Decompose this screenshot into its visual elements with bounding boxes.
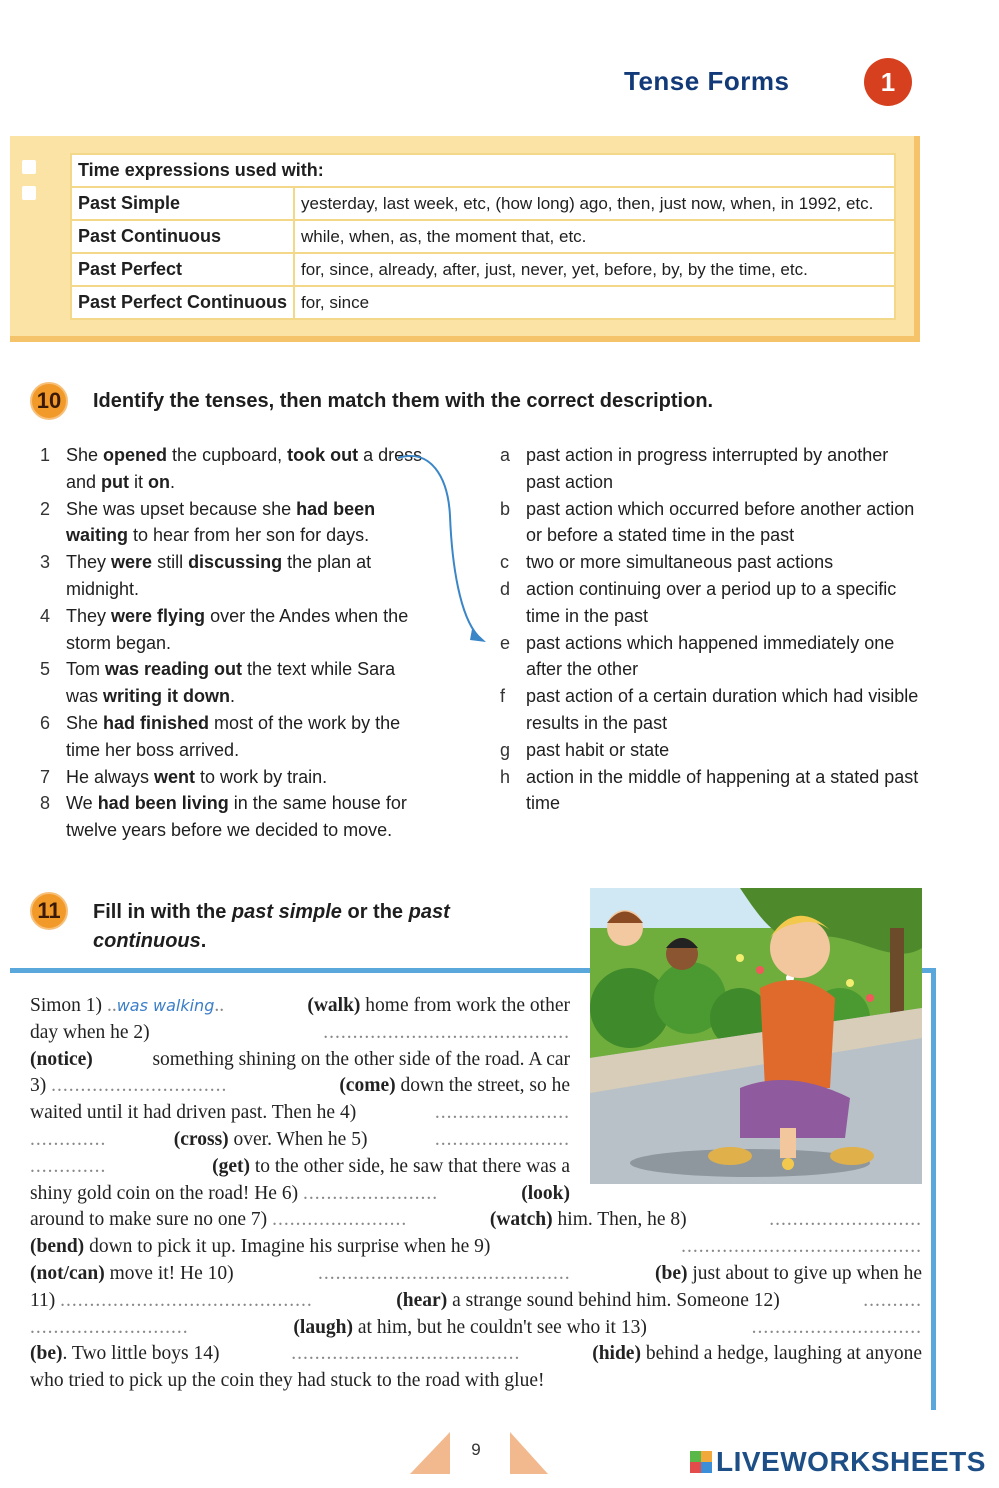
verb-cue: (watch)	[489, 1209, 553, 1231]
passage-line	[30, 1154, 570, 1181]
description-item	[500, 630, 925, 684]
sentence-item	[40, 790, 428, 844]
passage-line	[30, 1047, 570, 1074]
sentence-number: 6	[40, 712, 51, 733]
passage-text: down the street, so he	[400, 1075, 570, 1097]
tense-name: Past Simple	[71, 187, 294, 220]
sentence-text: He always went to work by train.	[66, 766, 328, 787]
description-item	[500, 496, 925, 550]
passage-text: home from work the other	[365, 995, 570, 1016]
instruction-text: .	[200, 930, 207, 952]
tense-expressions: for, since, already, after, just, never, yet, before, by, by the time, etc.	[294, 253, 895, 286]
sentence-item	[40, 764, 428, 791]
gap-9[interactable]: .........................................	[681, 1236, 922, 1258]
passage-line	[30, 1288, 922, 1315]
passage-text: at him, but he couldn't see who it 13)	[357, 1316, 647, 1338]
description-text: past action in progress interrupted by another past action	[526, 445, 889, 492]
time-expressions-table	[70, 153, 896, 320]
gap-7[interactable]: .......................	[272, 1209, 408, 1231]
gap-4-cont[interactable]: .............	[30, 1128, 107, 1150]
passage-text: him. Then, he 8)	[557, 1209, 687, 1231]
passage-text: Simon 1)	[30, 995, 103, 1016]
verb-cue: (be)	[654, 1262, 688, 1284]
passage-line	[30, 1020, 570, 1047]
instruction-emphasis: continuous	[93, 930, 201, 952]
passage-text: . Two little boys 14)	[62, 1343, 220, 1365]
gap-3[interactable]: ..............................	[51, 1075, 228, 1097]
passage-line	[30, 1234, 922, 1261]
table-row	[71, 286, 895, 319]
sentence-text: Tom was reading out the text while Sara was writing it down.	[66, 659, 396, 707]
passage-text: to the other side, he saw that there was a	[254, 1155, 570, 1177]
description-text: past action of a certain duration which had visible results in the past	[526, 686, 919, 733]
gap-12-cont[interactable]: ...........................	[30, 1316, 189, 1338]
passage-line	[30, 1100, 570, 1127]
verb-cue: (walk)	[307, 995, 361, 1016]
page-title: Tense Forms	[624, 66, 790, 96]
sentence-text: She had finished most of the work by the time her boss arrived.	[66, 712, 401, 760]
sentence-text: We had been living in the same house for twelve years before we decided to move.	[66, 793, 407, 841]
tense-name: Past Continuous	[71, 220, 294, 253]
sentence-item	[40, 496, 428, 550]
gap-4[interactable]: .......................	[434, 1102, 570, 1124]
verb-cue: (notice)	[30, 1048, 93, 1070]
description-letter: h	[500, 766, 511, 787]
sentence-number: 2	[40, 498, 51, 519]
sentence-number: 8	[40, 793, 51, 814]
gap-1-answer: was walking	[116, 996, 215, 1015]
instruction-text: or the	[341, 901, 409, 923]
description-text: two or more simultaneous past actions	[526, 552, 834, 573]
gap-6[interactable]: .......................	[302, 1182, 439, 1204]
description-letter: c	[500, 552, 509, 573]
gap-1[interactable]: ..was walking..	[106, 995, 225, 1016]
passage-line	[30, 1341, 922, 1368]
sentence-text: They were flying over the Andes when the storm began.	[66, 605, 409, 653]
tense-expressions: while, when, as, the moment that, etc.	[294, 220, 895, 253]
description-letter: a	[500, 445, 511, 465]
passage-text: just about to give up when he	[692, 1262, 922, 1284]
brand-name: LIVEWORKSHEETS	[716, 1446, 986, 1477]
passage-text: move it! He 10)	[109, 1262, 234, 1284]
page-number: 9	[471, 1440, 481, 1459]
description-letter: b	[500, 498, 511, 519]
sentence-item	[40, 603, 428, 657]
sentence-item	[40, 549, 428, 603]
description-item	[500, 442, 925, 496]
passage-text: a strange sound behind him. Someone 12)	[452, 1289, 780, 1311]
passage-line	[30, 1181, 570, 1208]
sentence-number: 5	[40, 659, 51, 680]
description-item	[500, 576, 925, 630]
passage-line	[30, 993, 570, 1020]
gap-8[interactable]: ..........................	[769, 1209, 922, 1231]
description-letter: e	[500, 632, 511, 653]
instruction-emphasis: past	[408, 901, 450, 923]
brand-logo	[690, 1446, 986, 1478]
verb-cue: (hide)	[592, 1343, 641, 1365]
passage-line	[30, 1073, 570, 1100]
passage-line	[30, 1261, 922, 1288]
verb-cue: (come)	[339, 1075, 396, 1097]
passage-line	[30, 1207, 922, 1234]
exercise-10-number: 10	[30, 382, 68, 420]
sentence-item	[40, 442, 428, 496]
passage-text: day when he 2)	[30, 1021, 150, 1043]
verb-cue: (look)	[521, 1182, 570, 1204]
verb-cue: (bend)	[30, 1236, 85, 1258]
passage-line	[30, 1315, 922, 1342]
sentence-number: 1	[40, 445, 51, 465]
description-letter: d	[500, 578, 511, 599]
passage-text: down to pick it up. Imagine his surprise when he 9)	[89, 1236, 491, 1258]
table-row	[71, 253, 895, 286]
description-item	[500, 683, 925, 737]
tense-name: Past Perfect	[71, 253, 294, 286]
passage-text: around to make sure no one 7)	[30, 1209, 268, 1231]
verb-cue: (get)	[212, 1155, 250, 1177]
passage-text: waited until it had driven past. Then he 4)	[30, 1102, 357, 1124]
gap-5[interactable]: .......................	[434, 1128, 570, 1150]
passage-text: something shining on the other side of the road. A car	[152, 1048, 570, 1070]
description-letter: f	[500, 686, 506, 707]
brand-logo-icon	[690, 1451, 712, 1473]
passage-text: over. When he 5)	[233, 1128, 368, 1150]
description-item	[500, 549, 925, 576]
verb-cue: (cross)	[173, 1128, 229, 1150]
passage-line	[30, 1127, 570, 1154]
description-text: action continuing over a period up to a specific time in the past	[526, 578, 897, 626]
gap-5-cont[interactable]: .............	[30, 1155, 107, 1177]
unit-number-badge: 1	[864, 58, 912, 106]
passage-text: 11)	[30, 1289, 56, 1311]
side-marker	[22, 186, 36, 200]
description-letter: g	[500, 739, 511, 760]
sentence-item	[40, 656, 428, 710]
passage-text: who tried to pick up the coin they had stuck to the road with glue!	[30, 1370, 545, 1392]
description-item	[500, 737, 925, 764]
passage-line	[30, 1368, 922, 1395]
verb-cue: (hear)	[396, 1289, 448, 1311]
instruction-text: Fill in with the	[93, 901, 232, 923]
sentence-number: 4	[40, 605, 51, 626]
gap-2[interactable]: ..........................................	[323, 1021, 570, 1043]
gap-10[interactable]: ...........................................	[318, 1262, 571, 1284]
sentence-text: She opened the cupboard, took out a dress and put it on.	[66, 445, 423, 492]
sentence-item	[40, 710, 428, 764]
description-list	[500, 442, 925, 817]
instruction-emphasis: past simple	[231, 901, 342, 923]
passage-text: shiny gold coin on the road! He 6)	[30, 1182, 299, 1204]
exercise-11-passage	[30, 993, 922, 1395]
passage-text: 3)	[30, 1075, 47, 1097]
verb-cue: (not/can)	[30, 1262, 105, 1284]
gap-11[interactable]: ...........................................	[60, 1289, 313, 1311]
tense-name: Past Perfect Continuous	[71, 286, 294, 319]
passage-text: behind a hedge, laughing at anyone	[645, 1343, 922, 1365]
sentence-list	[40, 442, 428, 844]
exercise-11-instruction	[93, 898, 450, 956]
exercise-10-instruction: Identify the tenses, then match them with the correct description.	[93, 390, 714, 412]
gap-14[interactable]: .......................................	[291, 1343, 521, 1365]
sentence-text: She was upset because she had been waiting to hear from her son for days.	[66, 498, 376, 546]
side-marker	[22, 160, 36, 174]
description-text: past actions which happened immediately one after the other	[526, 632, 895, 680]
exercise-11-number: 11	[30, 892, 68, 930]
table-row	[71, 220, 895, 253]
sentence-number: 3	[40, 552, 51, 573]
tense-expressions: yesterday, last week, etc, (how long) ago, then, just now, when, in 1992, etc.	[294, 187, 895, 220]
verb-cue: (laugh)	[293, 1316, 354, 1338]
description-text: past action which occurred before another action or before a stated time in the past	[526, 498, 915, 546]
table-header-row	[71, 154, 895, 187]
example-match-arrow	[390, 446, 500, 646]
tense-expressions: for, since	[294, 286, 895, 319]
gap-12[interactable]: ..........	[863, 1289, 922, 1311]
gap-13[interactable]: .............................	[751, 1316, 922, 1338]
description-item	[500, 764, 925, 818]
sentence-text: They were still discussing the plan at midnight.	[66, 552, 372, 599]
description-text: past habit or state	[526, 739, 670, 760]
description-text: action in the middle of happening at a stated past time	[526, 766, 919, 814]
table-row	[71, 187, 895, 220]
verb-cue: (be)	[30, 1343, 63, 1365]
table-heading: Time expressions used with:	[71, 154, 895, 187]
sentence-number: 7	[40, 766, 51, 787]
